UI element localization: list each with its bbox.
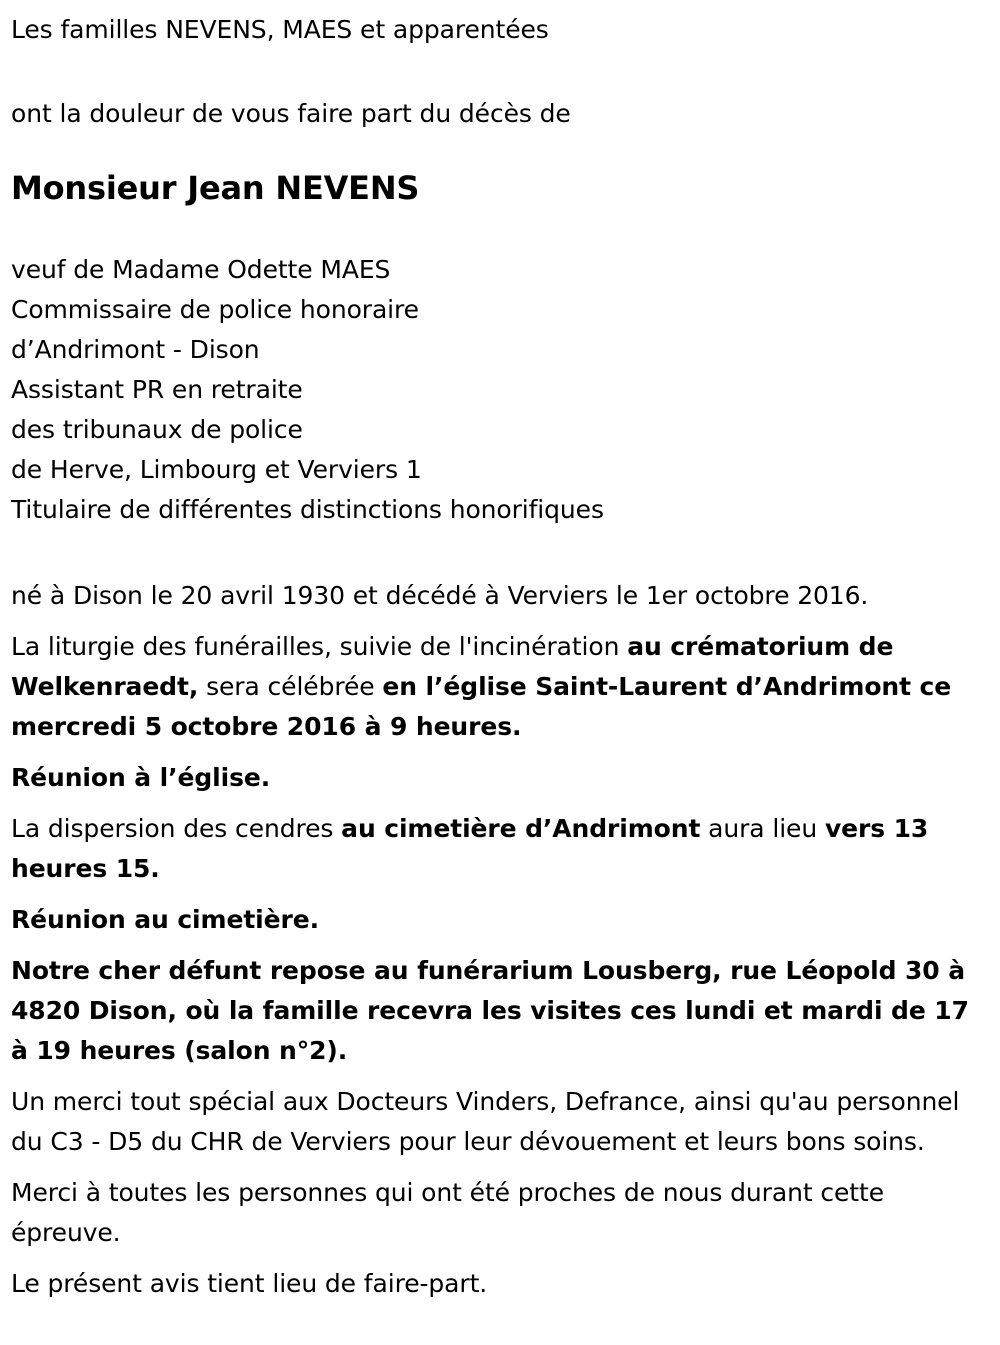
role-line: Assistant PR en retraite	[11, 375, 303, 404]
intro-announcement-line: ont la douleur de vous faire part du décès de	[11, 99, 571, 128]
role-line: d’Andrimont - Dison	[11, 335, 260, 364]
role-line: veuf de Madame Odette MAES	[11, 255, 391, 284]
funeral-church-bold: en l’église Saint-Laurent d’Andrimont ce mercredi 5 octobre 2016 à 9 heures.	[11, 672, 952, 741]
ashes-dispersion-paragraph	[11, 809, 975, 889]
role-line: de Herve, Limbourg et Verviers 1	[11, 455, 422, 484]
ashes-cemetery-bold: au cimetière d’Andrimont	[341, 814, 701, 843]
meeting-at-cemetery-line: Réunion au cimetière.	[11, 905, 319, 934]
funeral-text-part2: sera célébrée	[198, 672, 383, 701]
thanks-medical-paragraph: Un merci tout spécial aux Docteurs Vinders, Defrance, ainsi qu'au personnel du C3 - D5 du CHR de Verviers pour leur dévouement et leurs bons soins.	[11, 1087, 960, 1156]
role-line: des tribunaux de police	[11, 415, 303, 444]
meeting-at-church-line: Réunion à l’église.	[11, 763, 271, 792]
funeral-text-part1: La liturgie des funérailles, suivie de l'incinération	[11, 632, 628, 661]
funeral-liturgy-paragraph	[11, 627, 975, 747]
ashes-text-part1: La dispersion des cendres	[11, 814, 342, 843]
funerarium-visits-paragraph: Notre cher défunt repose au funérarium Lousberg, rue Léopold 30 à 4820 Dison, où la famille recevra les visites ces lundi et mardi de 17 à 19 heures (salon n°2).	[11, 956, 969, 1065]
closing-statement-line: Le présent avis tient lieu de faire-part.	[11, 1269, 488, 1298]
deceased-name-heading: Monsieur Jean NEVENS	[11, 169, 420, 207]
thanks-all-paragraph: Merci à toutes les personnes qui ont été proches de nous durant cette épreuve.	[11, 1178, 884, 1247]
role-line: Titulaire de différentes distinctions honorifiques	[11, 495, 604, 524]
intro-families-line: Les familles NEVENS, MAES et apparentées	[11, 15, 549, 44]
funeral-crematorium-bold: au crématorium de Welkenraedt,	[11, 632, 894, 701]
ashes-text-part2: aura lieu	[700, 814, 825, 843]
deceased-roles-list	[11, 250, 975, 530]
birth-death-dates-line: né à Dison le 20 avril 1930 et décédé à Verviers le 1er octobre 2016.	[11, 581, 869, 610]
ashes-time-bold: vers 13 heures 15.	[11, 814, 929, 883]
role-line: Commissaire de police honoraire	[11, 295, 419, 324]
